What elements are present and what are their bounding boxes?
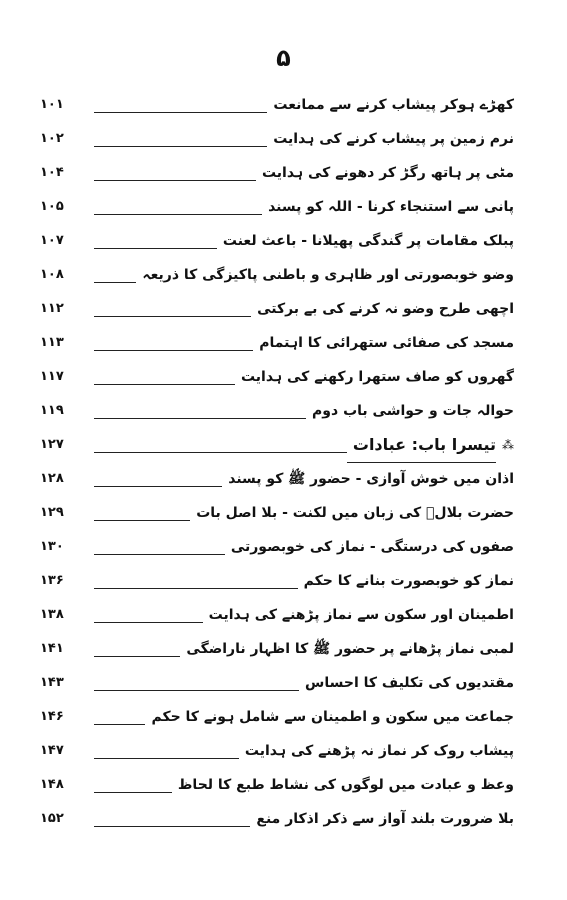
toc-entry <box>40 802 514 836</box>
toc-entry-page: ۱۴۱ <box>40 641 64 656</box>
dot-leader-line <box>94 690 299 691</box>
toc-entry-title: مسجد کی صفائی ستھرائی کا اہتمام <box>259 335 514 351</box>
toc-entry-page: ۱۴۶ <box>40 709 64 724</box>
toc-entry-title: گھروں کو صاف ستھرا رکھنے کی ہدایت <box>240 369 514 385</box>
dot-leader-line <box>94 826 250 827</box>
toc-entry <box>40 700 514 734</box>
dot-leader-line <box>94 724 145 725</box>
toc-entry-title: حوالہ جات و حواشی باب دوم <box>312 403 514 419</box>
toc-entry <box>40 292 514 326</box>
toc-entry <box>40 734 514 768</box>
toc-entry-title: حضرت بلالؓ کی زبان میں لکنت - بلا اصل بات <box>196 505 514 521</box>
dot-leader-line <box>94 792 172 793</box>
toc-entry-title: مقتدیوں کی تکلیف کا احساس <box>305 675 514 691</box>
dot-leader-line <box>94 758 239 759</box>
toc-entry-page: ۱۳۶ <box>40 573 64 588</box>
toc-entry-page: ۱۵۲ <box>40 811 64 826</box>
toc-entry-page: ۱۲۸ <box>40 471 64 486</box>
dot-leader-line <box>94 622 203 623</box>
dot-leader-line <box>94 214 262 215</box>
toc-entry <box>40 530 514 564</box>
dot-leader-line <box>94 656 180 657</box>
toc-entry <box>40 768 514 802</box>
toc-entry <box>40 564 514 598</box>
toc-entry-page: ۱۱۲ <box>40 301 64 316</box>
dot-leader-line <box>94 452 347 453</box>
toc-entry-page: ۱۱۷ <box>40 369 64 384</box>
dot-leader-line <box>94 520 190 521</box>
page-number: ۵ <box>276 44 291 72</box>
dot-leader-line <box>94 418 306 419</box>
dot-leader-line <box>94 248 217 249</box>
dot-leader-line <box>94 588 298 589</box>
toc-entry-title: مٹی پر ہاتھ رگڑ کر دھونے کی ہدایت <box>261 165 514 181</box>
table-of-contents <box>40 88 514 836</box>
toc-entry-title: جماعت میں سکون و اطمینان سے شامل ہونے کا حکم <box>151 709 514 725</box>
toc-entry-title: اطمینان اور سکون سے نماز پڑھنے کی ہدایت <box>208 607 514 623</box>
dot-leader-line <box>94 384 235 385</box>
toc-entry-page: ۱۰۱ <box>40 97 64 112</box>
toc-entry-page: ۱۳۰ <box>40 539 64 554</box>
toc-entry-title: کھڑے ہوکر پیشاب کرنے سے ممانعت <box>273 97 514 113</box>
dot-leader-line <box>94 282 136 283</box>
toc-entry-title: نرم زمین پر پیشاب کرنے کی ہدایت <box>273 131 514 147</box>
toc-entry-title: تیسرا باب: عبادات <box>347 428 496 463</box>
toc-entry-page: ۱۰۲ <box>40 131 64 146</box>
toc-entry-page: ۱۱۳ <box>40 335 64 350</box>
toc-entry-page: ۱۴۸ <box>40 777 64 792</box>
toc-entry-title: صفوں کی درستگی - نماز کی خوبصورتی <box>230 539 514 555</box>
dot-leader-line <box>94 486 222 487</box>
toc-entry <box>40 360 514 394</box>
toc-entry-title: پبلک مقامات پر گندگی پھیلانا - باعث لعنت <box>222 233 514 249</box>
toc-entry <box>40 666 514 700</box>
toc-entry <box>40 88 514 122</box>
toc-entry <box>40 326 514 360</box>
toc-entry-page: ۱۲۷ <box>40 437 64 452</box>
dot-leader-line <box>94 146 267 147</box>
toc-entry-title: اذان میں خوش آوازی - حضور ﷺ کو پسند <box>228 471 514 487</box>
toc-entry-page: ۱۰۴ <box>40 165 64 180</box>
toc-entry-page: ۱۴۷ <box>40 743 64 758</box>
toc-entry <box>40 258 514 292</box>
dot-leader-line <box>94 180 256 181</box>
toc-entry <box>40 632 514 666</box>
toc-entry <box>40 496 514 530</box>
toc-entry-page: ۱۰۵ <box>40 199 64 214</box>
section-marker-icon: ⁂ <box>502 438 514 452</box>
toc-entry-page: ۱۱۹ <box>40 403 64 418</box>
toc-entry-title: پانی سے استنجاء کرنا - اللہ کو پسند <box>268 199 514 215</box>
toc-entry <box>40 122 514 156</box>
toc-entry-title: بلا ضرورت بلند آواز سے ذکر اذکار منع <box>256 811 514 827</box>
dot-leader-line <box>94 554 225 555</box>
toc-entry <box>40 394 514 428</box>
toc-section-heading <box>40 428 514 462</box>
toc-entry-title: اچھی طرح وضو نہ کرنے کی بے برکتی <box>257 301 514 317</box>
toc-entry-title: پیشاب روک کر نماز نہ پڑھنے کی ہدایت <box>244 743 514 759</box>
toc-entry <box>40 598 514 632</box>
dot-leader-line <box>94 350 253 351</box>
toc-entry-page: ۱۰۸ <box>40 267 64 282</box>
toc-entry-page: ۱۴۳ <box>40 675 64 690</box>
toc-entry-page: ۱۳۸ <box>40 607 64 622</box>
toc-entry-title: وعظ و عبادت میں لوگوں کی نشاط طبع کا لحاظ <box>177 777 514 793</box>
toc-entry-page: ۱۰۷ <box>40 233 64 248</box>
toc-entry-title: وضو خوبصورتی اور ظاہری و باطنی پاکیزگی کا ذریعہ <box>142 267 514 283</box>
toc-entry <box>40 190 514 224</box>
toc-entry-page: ۱۲۹ <box>40 505 64 520</box>
toc-entry <box>40 156 514 190</box>
dot-leader-line <box>94 316 251 317</box>
toc-entry <box>40 462 514 496</box>
dot-leader-line <box>94 112 267 113</box>
toc-entry <box>40 224 514 258</box>
toc-entry-title: نماز کو خوبصورت بنانے کا حکم <box>303 573 514 589</box>
toc-entry-title: لمبی نماز پڑھانے پر حضور ﷺ کا اظہار ناراضگی <box>186 641 514 657</box>
